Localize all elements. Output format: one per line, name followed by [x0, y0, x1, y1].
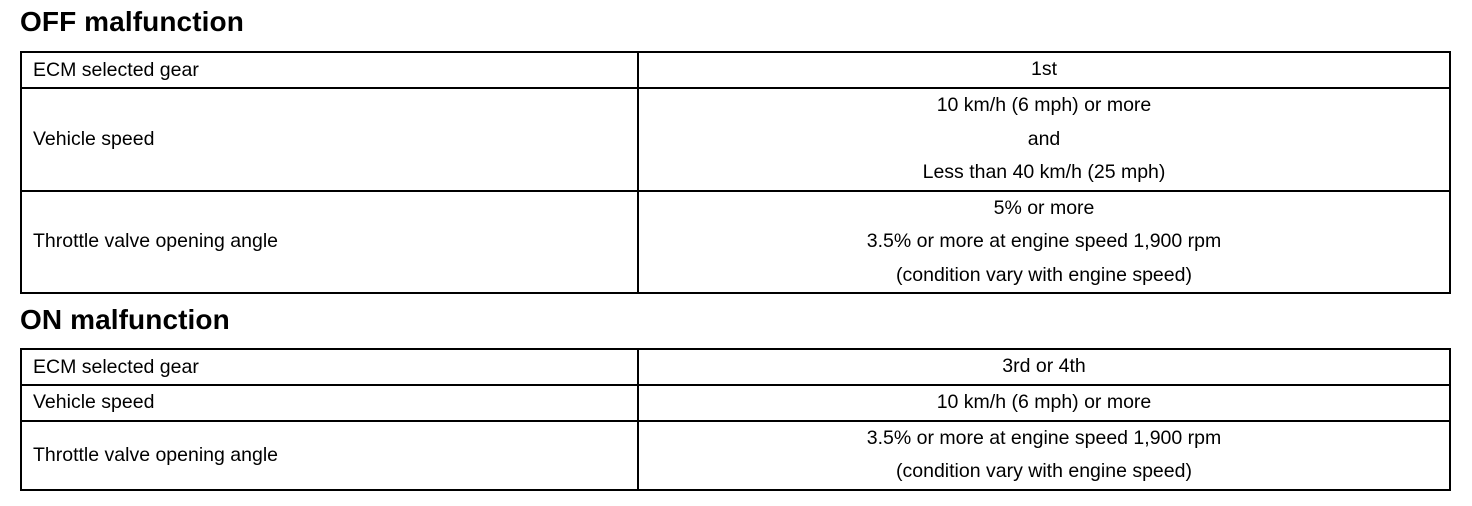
off-malfunction-heading: OFF malfunction — [20, 6, 244, 37]
value-line: (condition vary with engine speed) — [896, 460, 1192, 482]
value-line: 3.5% or more at engine speed 1,900 rpm — [866, 426, 1222, 449]
condition-value — [638, 421, 1450, 490]
table-row — [21, 191, 1450, 294]
value-line: 1st — [1030, 58, 1057, 81]
on-malfunction-heading: ON malfunction — [20, 304, 230, 335]
value-line: Less than 40 km/h (25 mph) — [922, 161, 1166, 183]
on-malfunction-table — [20, 348, 1451, 491]
condition-value — [638, 349, 1450, 385]
value-line: (condition vary with engine speed) — [896, 263, 1192, 286]
off-malfunction-table — [20, 51, 1451, 294]
value-line: 10 km/h (6 mph) or more — [936, 391, 1152, 413]
table-row — [21, 52, 1450, 88]
value-line: and — [1027, 127, 1061, 150]
value-line: 10 km/h (6 mph) or more — [936, 94, 1152, 116]
condition-label: Throttle valve opening angle — [21, 421, 638, 490]
condition-value — [638, 52, 1450, 88]
table-row — [21, 421, 1450, 490]
condition-label: Vehicle speed — [21, 385, 638, 421]
condition-value — [638, 191, 1450, 294]
condition-value — [638, 88, 1450, 191]
value-line: 3.5% or more at engine speed 1,900 rpm — [866, 230, 1222, 252]
condition-label: ECM selected gear — [21, 349, 638, 385]
table-row — [21, 88, 1450, 191]
condition-label: ECM selected gear — [21, 52, 638, 88]
table-row — [21, 349, 1450, 385]
condition-value — [638, 385, 1450, 421]
value-line: 3rd or 4th — [1002, 355, 1086, 378]
condition-label: Throttle valve opening angle — [21, 191, 638, 294]
condition-label: Vehicle speed — [21, 88, 638, 191]
table-row — [21, 385, 1450, 421]
value-line: 5% or more — [993, 196, 1095, 219]
